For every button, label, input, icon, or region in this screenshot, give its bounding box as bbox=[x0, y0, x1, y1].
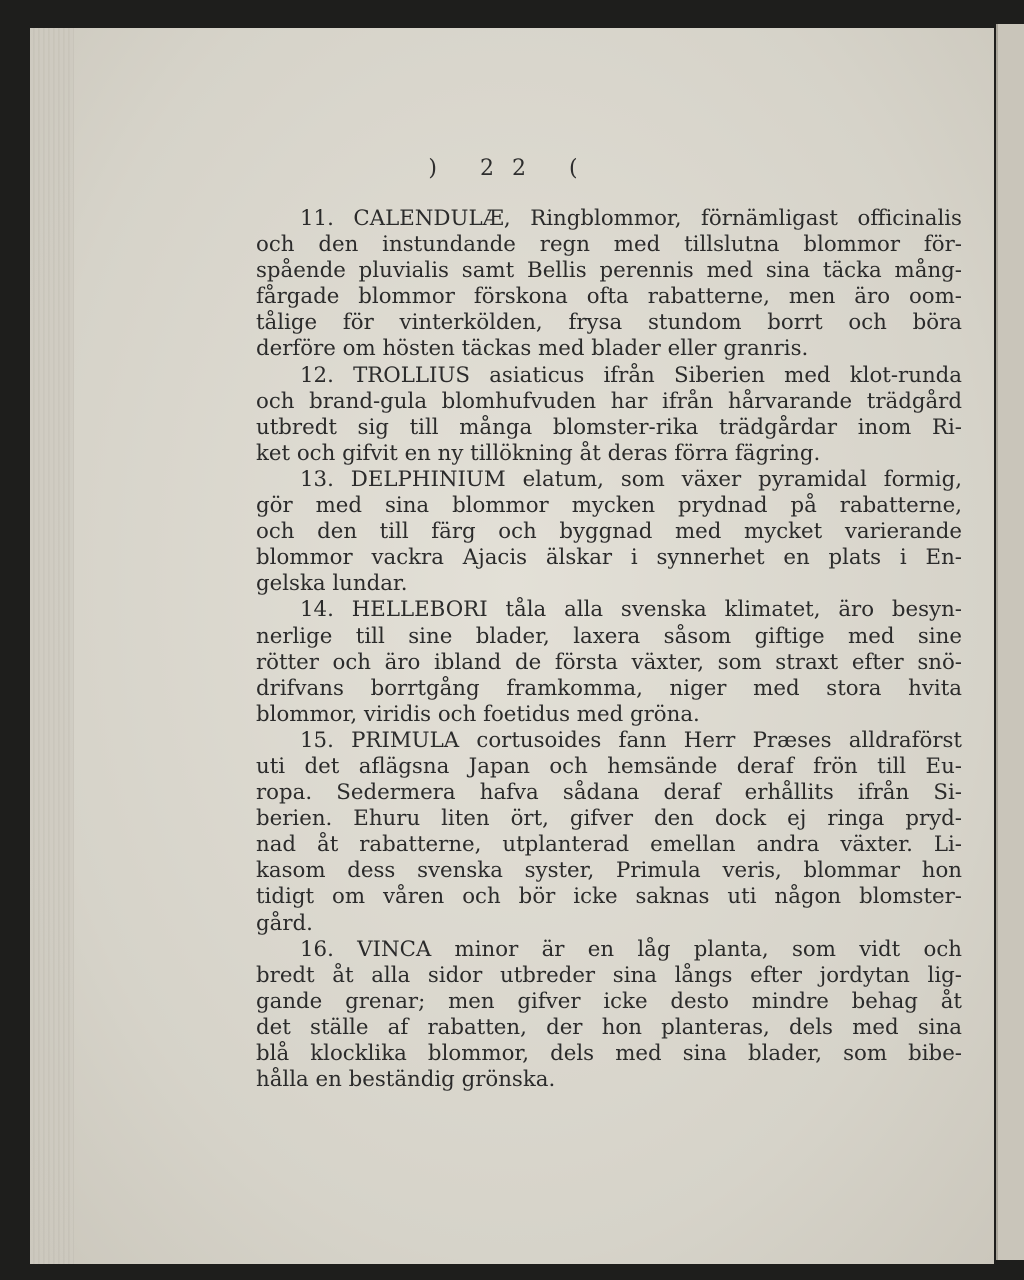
text-line: 15. PRIMULA cortusoides fann Herr Præses alldraförst bbox=[300, 727, 962, 753]
text-line: utbredt sig till många blomster-rika trädgårdar inom Ri- bbox=[256, 414, 962, 440]
text-line: ropa. Sedermera hafva sådana deraf erhållits ifrån Si- bbox=[256, 780, 962, 806]
text-line: och brand-gula blomhufvuden har ifrån hårvarande trädgård bbox=[256, 388, 962, 414]
text-line: ket och gifvit en ny tillökning åt deras förra fägring. bbox=[256, 440, 821, 466]
text-line: tålige för vinterkölden, frysa stundom borrt och böra bbox=[256, 310, 962, 336]
text-line: 11. CALENDULÆ, Ringblommor, förnämligast officinalis bbox=[300, 206, 962, 231]
text-line: och den instundande regn med tillslutna blommor för- bbox=[256, 232, 962, 258]
page-edge-stack bbox=[30, 28, 74, 1264]
text-line: nerlige till sine blader, laxera såsom giftige med sine bbox=[256, 623, 962, 649]
text-line: blommor vackra Ajacis älskar i synnerhet en plats i En- bbox=[256, 545, 962, 571]
text-line: uti det aflägsna Japan och hemsände deraf frön till Eu- bbox=[256, 753, 962, 779]
text-line: 12. TROLLIUS asiaticus ifrån Siberien med klot-runda bbox=[300, 362, 962, 388]
text-line: det ställe af rabatten, der hon planteras, dels med sina bbox=[256, 1014, 962, 1040]
text-line: rötter och äro ibland de första växter, som straxt efter snö- bbox=[256, 649, 962, 675]
text-line: bredt åt alla sidor utbreder sina långs efter jordytan lig- bbox=[256, 962, 962, 988]
page-number-header: ) 22 ( bbox=[428, 156, 596, 181]
text-line: hålla en beständig grönska. bbox=[256, 1067, 556, 1093]
text-line: tidigt om våren och bör icke saknas uti någon blomster- bbox=[256, 884, 962, 910]
text-line: blå klocklika blommor, dels med sina blader, som bibe- bbox=[256, 1041, 962, 1066]
facing-page-edge bbox=[996, 24, 1024, 1260]
text-line: 13. DELPHINIUM elatum, som växer pyramidal formig, bbox=[300, 466, 962, 492]
text-line: nad åt rabatterne, utplanterad emellan andra växter. Li- bbox=[256, 832, 962, 858]
text-line: 14. HELLEBORI tåla alla svenska klimatet, äro besyn- bbox=[300, 597, 962, 623]
book-page bbox=[30, 28, 994, 1264]
text-line: 16. VINCA minor är en låg planta, som vidt och bbox=[300, 936, 962, 962]
text-line: gör med sina blommor mycken prydnad på rabatterne, bbox=[256, 493, 962, 519]
text-line: blommor, viridis och foetidus med gröna. bbox=[256, 701, 700, 727]
text-line: spående pluvialis samt Bellis perennis med sina täcka mång- bbox=[256, 258, 962, 284]
text-line: derföre om hösten täckas med blader eller granris. bbox=[256, 336, 809, 362]
text-line: berien. Ehuru liten ört, gifver den dock ej ringa pryd- bbox=[256, 806, 962, 832]
text-line: kasom dess svenska syster, Primula veris, blommar hon bbox=[256, 858, 962, 884]
text-line: gelska lundar. bbox=[256, 571, 408, 597]
text-line: fårgade blommor förskona ofta rabatterne, men äro oom- bbox=[256, 284, 962, 310]
text-line: drifvans borrtgång framkomma, niger med stora hvita bbox=[256, 675, 962, 701]
text-line: gande grenar; men gifver icke desto mindre behag åt bbox=[256, 988, 962, 1014]
text-line: gård. bbox=[256, 910, 313, 936]
body-text bbox=[256, 206, 962, 1093]
text-line: och den till färg och byggnad med mycket varierande bbox=[256, 519, 962, 545]
